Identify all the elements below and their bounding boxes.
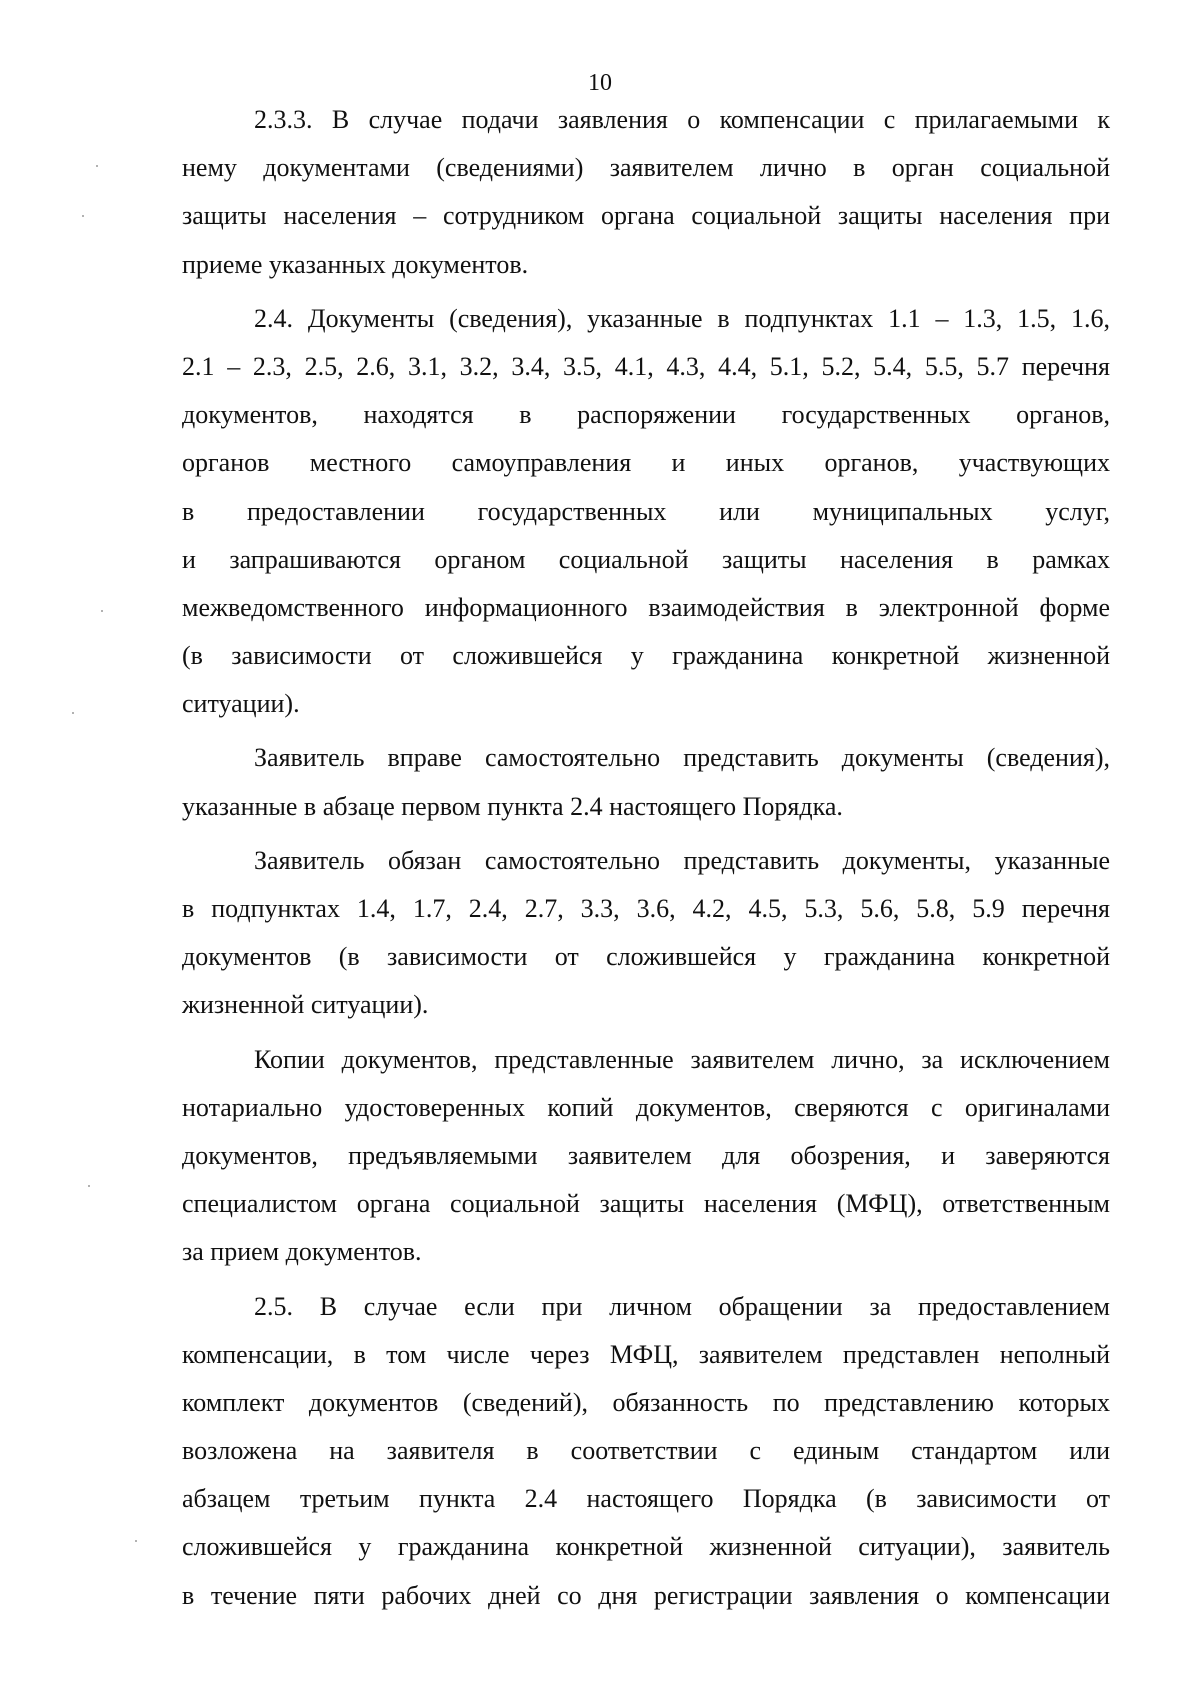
text-line: 2.1 – 2.3, 2.5, 2.6, 3.1, 3.2, 3.4, 3.5, 4.1, 4.3, 4.4, 5.1, 5.2, 5.4, 5.5, 5.7 перечня [182,351,1110,381]
text-line: нему документами (сведениями) заявителем лично в орган социальной [182,153,1110,183]
paragraph-document-copies [182,1036,1110,1277]
text-line: межведомственного информационного взаимодействия в электронной форме [182,592,1110,622]
text-line: 2.3.3. В случае подачи заявления о компенсации с прилагаемыми к [254,105,1110,134]
text-line: 2.4. Документы (сведения), указанные в подпунктах 1.1 – 1.3, 1.5, 1.6, [254,303,1110,333]
text-line: документов (в зависимости от сложившейся у гражданина конкретной [182,942,1110,972]
text-line: в течение пяти рабочих дней со дня регистрации заявления о компенсации [182,1580,1110,1610]
text-line: 2.5. В случае если при личном обращении за предоставлением [254,1291,1110,1321]
text-line: Заявитель обязан самостоятельно представить документы, указанные [254,845,1110,875]
text-line: приеме указанных документов. [182,249,529,279]
text-line: сложившейся у гражданина конкретной жизненной ситуации), заявитель [182,1532,1110,1562]
text-line: документов, находятся в распоряжении государственных органов, [182,400,1110,430]
text-line: защиты населения – сотрудником органа социальной защиты населения при [182,201,1110,231]
paragraph-applicant-may [182,734,1110,830]
text-line: жизненной ситуации). [182,990,429,1020]
scan-speck [72,712,74,714]
paragraph-2-4 [182,295,1110,729]
text-line: комплект документов (сведений), обязанность по представлению которых [182,1387,1110,1417]
text-line: органов местного самоуправления и иных органов, участвующих [182,448,1110,478]
scan-speck [135,1540,137,1542]
page-number: 10 [588,70,612,96]
text-line: в предоставлении государственных или муниципальных услуг, [182,496,1110,526]
text-line: специалистом органа социальной защиты населения (МФЦ), ответственным [182,1189,1110,1219]
text-line: (в зависимости от сложившейся у гражданина конкретной жизненной [182,641,1110,671]
text-line: и запрашиваются органом социальной защиты населения в рамках [182,544,1110,574]
text-line: в подпунктах 1.4, 1.7, 2.4, 2.7, 3.3, 3.6, 4.2, 4.5, 5.3, 5.6, 5.8, 5.9 перечня [182,894,1110,923]
text-line: ситуации). [182,689,300,719]
text-line: нотариально удостоверенных копий документов, сверяются с оригиналами [182,1092,1110,1122]
document-body [182,96,1110,1620]
paragraph-2-5 [182,1283,1110,1620]
text-line: Копии документов, представленные заявителем лично, за исключением [254,1044,1110,1074]
scan-speck [82,215,84,217]
scan-speck [96,165,98,167]
paragraph-applicant-must [182,837,1110,1030]
scan-speck [101,610,103,612]
text-line: документов, предъявляемыми заявителем для обозрения, и заверяются [182,1140,1110,1170]
paragraph-2-3-3 [182,96,1110,289]
scan-speck [88,1185,90,1187]
text-line: за прием документов. [182,1237,422,1267]
text-line: абзацем третьим пункта 2.4 настоящего Порядка (в зависимости от [182,1484,1110,1514]
text-line: указанные в абзаце первом пункта 2.4 настоящего Порядка. [182,791,843,821]
text-line: Заявитель вправе самостоятельно представить документы (сведения), [254,743,1110,773]
text-line: компенсации, в том числе через МФЦ, заявителем представлен неполный [182,1339,1110,1369]
text-line: возложена на заявителя в соответствии с единым стандартом или [182,1436,1110,1466]
